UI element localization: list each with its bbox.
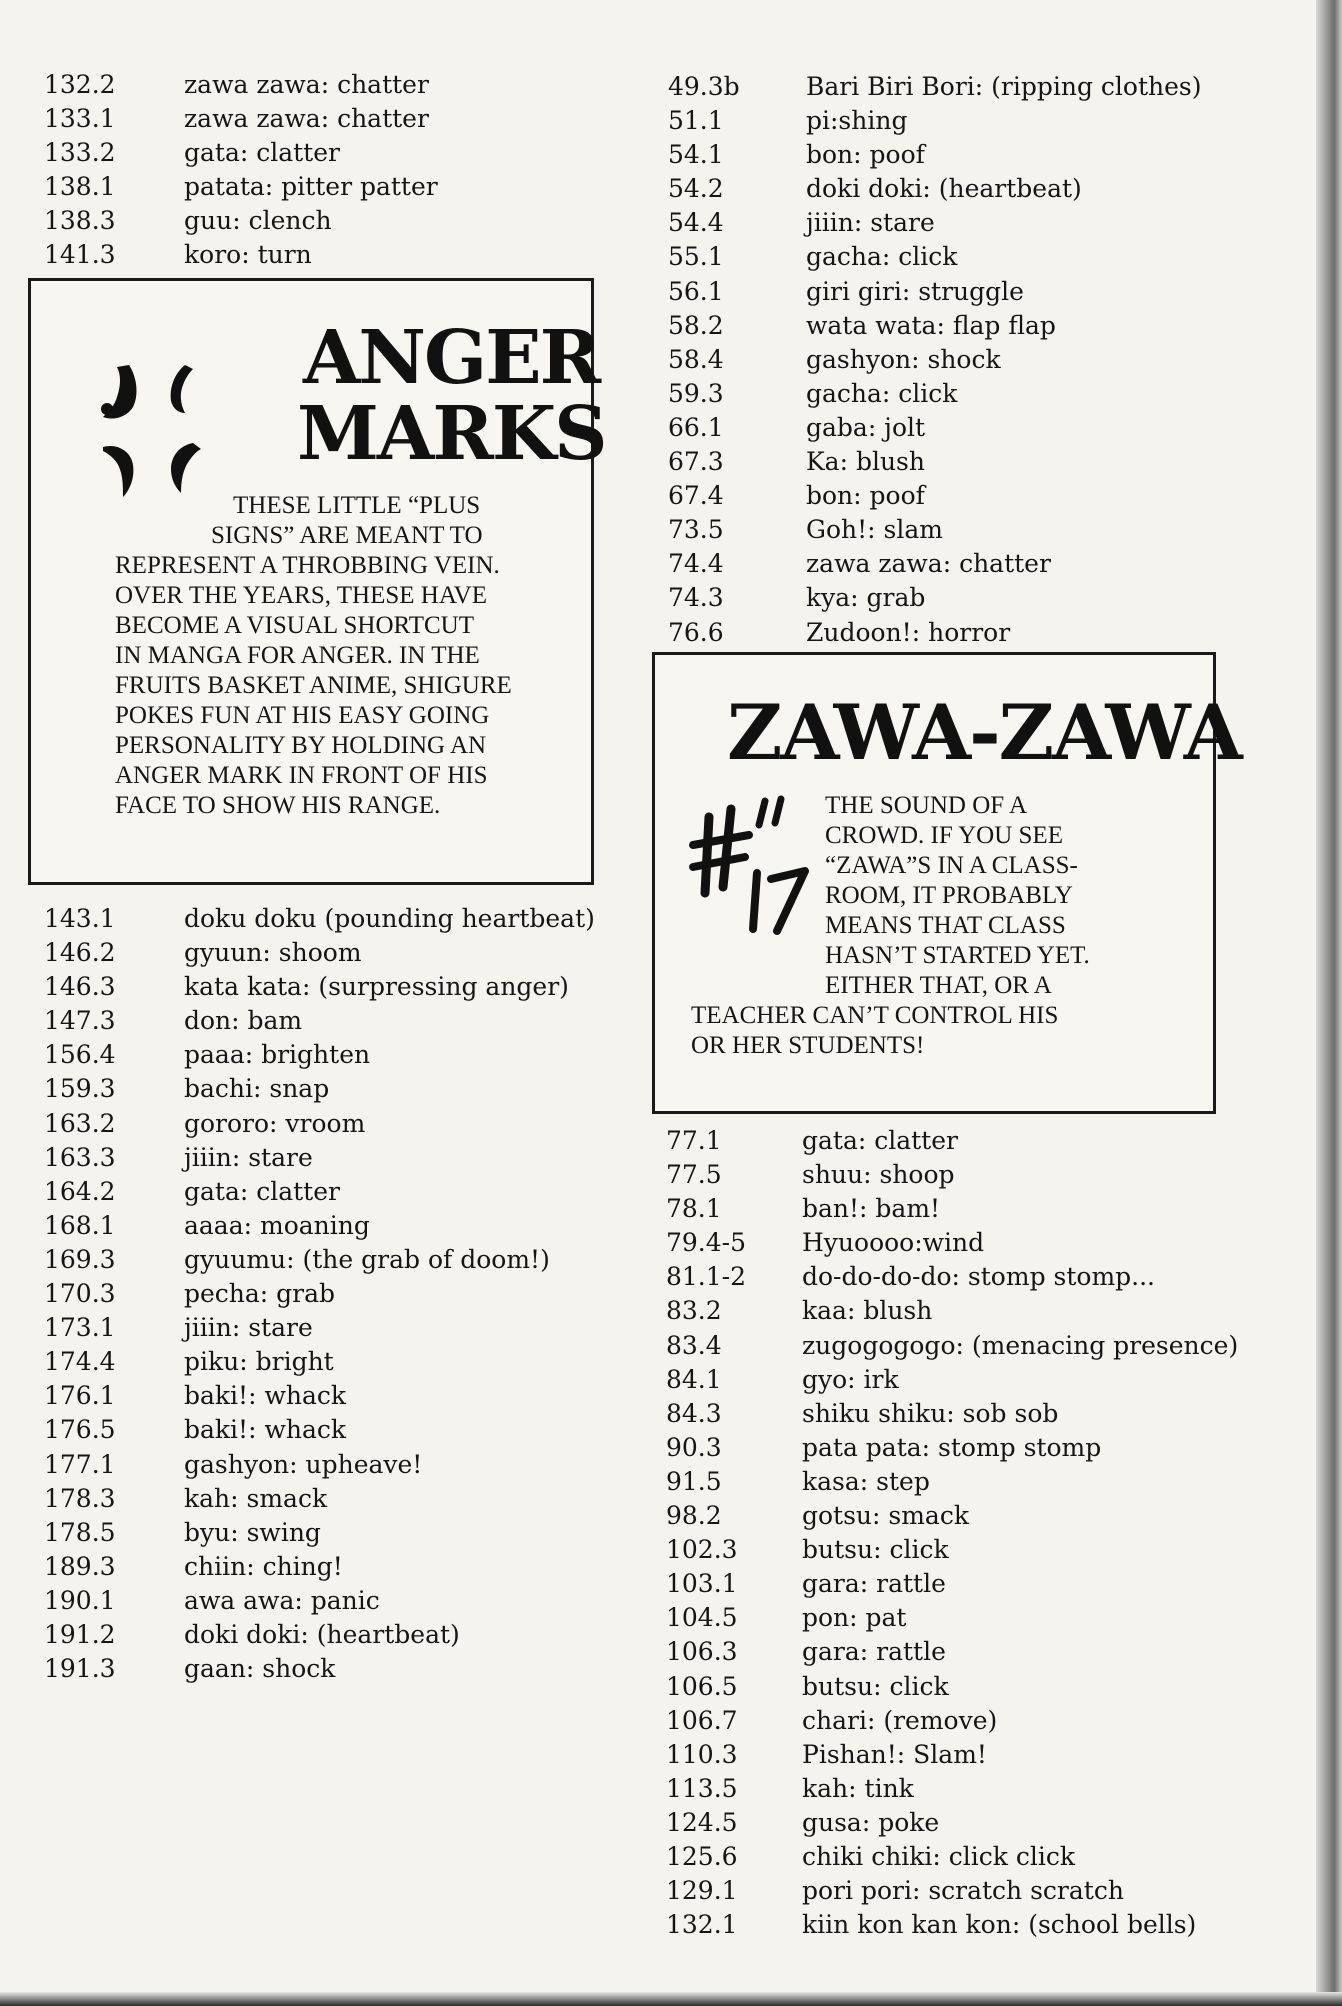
sfx-row [668,377,1202,411]
page-panel-number: 56.1 [668,276,724,306]
anger-mark-icon [93,347,213,507]
zawa-zawa-box [652,652,1241,1114]
sfx-translation: gaan: shock [184,1654,336,1684]
page-panel-number: 169.3 [44,1244,116,1274]
sfx-translation: butsu: click [802,1535,949,1565]
page-panel-number: 66.1 [668,412,724,442]
sfx-row [668,70,1202,104]
sfx-row [668,138,1202,172]
sfx-row [668,513,1202,547]
sfx-translation: gara: rattle [802,1569,946,1599]
sfx-row [668,104,1202,138]
page-panel-number: 132.1 [666,1910,738,1940]
sfx-row [44,1413,595,1447]
page-panel-number: 125.6 [666,1841,738,1871]
description-line: POKES FUN AT HIS EASY GOING [115,702,490,729]
sfx-row [666,1294,1238,1328]
page-panel-number: 163.3 [44,1142,116,1172]
sfx-row [44,1550,595,1584]
sfx-translation: chari: (remove) [802,1705,998,1735]
page-panel-number: 83.4 [666,1330,722,1360]
sfx-translation: gyo: irk [802,1364,899,1394]
sfx-translation: jiiin: stare [184,1313,313,1343]
sfx-translation: Ka: blush [806,447,925,477]
page-panel-number: 147.3 [44,1006,116,1036]
sfx-list-left-top [44,68,438,273]
sfx-translation: chiin: ching! [184,1551,343,1581]
page-panel-number: 141.3 [44,240,116,270]
sfx-translation: chiki chiki: click click [802,1841,1076,1871]
page-panel-number: 55.1 [668,242,724,272]
sfx-translation: pori pori: scratch scratch [802,1876,1124,1906]
sfx-translation: bon: poof [806,481,925,511]
sfx-row [44,1311,595,1345]
sfx-translation: zawa zawa: chatter [806,549,1051,579]
sfx-translation: bon: poof [806,140,925,170]
sfx-row [44,1482,595,1516]
sfx-translation: kya: grab [806,583,926,613]
sfx-row [44,204,438,238]
sfx-row [668,411,1202,445]
sfx-row [668,616,1202,650]
sfx-translation: shuu: shoop [802,1160,955,1190]
page-panel-number: 73.5 [668,515,724,545]
description-line: THE SOUND OF A [825,792,1028,819]
sfx-row [666,1363,1238,1397]
sfx-row [666,1192,1238,1226]
sfx-row [44,1516,595,1550]
sfx-translation: jiiin: stare [184,1142,313,1172]
page-panel-number: 138.3 [44,206,116,236]
sfx-row [44,1277,595,1311]
page-panel-number: 129.1 [666,1876,738,1906]
page-panel-number: 67.3 [668,447,724,477]
page-panel-number: 174.4 [44,1347,116,1377]
sfx-translation: don: bam [184,1006,303,1036]
sfx-row [666,1601,1238,1635]
sfx-translation: bachi: snap [184,1074,330,1104]
sfx-row [44,170,438,204]
sfx-row [44,102,438,136]
sfx-row [44,1107,595,1141]
sfx-translation: wata wata: flap flap [806,310,1056,340]
sfx-translation: gashyon: upheave! [184,1449,423,1479]
page-panel-number: 132.2 [44,70,116,99]
page-panel-number: 67.4 [668,481,724,511]
sfx-translation: kasa: step [802,1466,930,1496]
sfx-row [668,445,1202,479]
description-line: TEACHER CAN’T CONTROL HIS [691,1002,1059,1029]
sfx-row [44,1209,595,1243]
sfx-translation: gyuumu: (the grab of doom!) [184,1244,550,1274]
sfx-row [666,1567,1238,1601]
page-panel-number: 74.4 [668,549,724,579]
description-line: CROWD. IF YOU SEE [825,822,1063,849]
page-panel-number: 159.3 [44,1074,116,1104]
page-panel-number: 163.2 [44,1108,116,1138]
sfx-row [44,1584,595,1618]
sfx-row [44,1004,595,1038]
page-panel-number: 103.1 [666,1569,738,1599]
sfx-row [44,1618,595,1652]
page-panel-number: 51.1 [668,106,724,136]
sfx-translation: Zudoon!: horror [806,617,1011,647]
anger-box-title-line1: ANGER [303,315,600,401]
sfx-translation: aaaa: moaning [184,1210,370,1240]
page-panel-number: 59.3 [668,378,724,408]
page-panel-number: 146.3 [44,972,116,1002]
page-panel-number: 81.1-2 [666,1262,747,1292]
sfx-translation: gacha: click [806,378,958,408]
sfx-translation: kaa: blush [802,1296,933,1326]
page-panel-number: 106.5 [666,1671,738,1701]
sfx-list-left-bottom [44,902,595,1686]
sfx-row [668,343,1202,377]
sfx-row [44,1243,595,1277]
sfx-row [44,1448,595,1482]
sfx-translation: gacha: click [806,242,958,272]
sfx-row [666,1226,1238,1260]
description-line: BECOME A VISUAL SHORTCUT [115,612,474,639]
page-panel-number: 178.3 [44,1483,116,1513]
sfx-translation: kah: smack [184,1483,328,1513]
description-line: OR HER STUDENTS! [691,1032,925,1059]
sfx-translation: do-do-do-do: stomp stomp... [802,1262,1155,1292]
page-panel-number: 102.3 [666,1535,738,1565]
sfx-translation: gusa: poke [802,1807,940,1837]
sfx-translation: patata: pitter patter [184,172,438,202]
sfx-translation: baki!: whack [184,1415,347,1445]
sfx-translation: zawa zawa: chatter [184,70,429,99]
sfx-translation: pata pata: stomp stomp [802,1432,1102,1462]
sfx-row [666,1874,1238,1908]
description-line: FACE TO SHOW HIS RANGE. [115,792,441,819]
sfx-translation: byu: swing [184,1517,321,1547]
sfx-row [668,172,1202,206]
page-panel-number: 138.1 [44,172,116,202]
page-panel-number: 146.2 [44,938,116,968]
sfx-translation: gashyon: shock [806,344,1001,374]
description-line: “ZAWA”S IN A CLASS- [825,852,1078,879]
sfx-row [666,1260,1238,1294]
description-line: ANGER MARK IN FRONT OF HIS [115,762,488,789]
sfx-row [666,1670,1238,1704]
sfx-translation: gata: clatter [184,138,340,168]
sfx-translation: jiiin: stare [806,208,935,238]
page-panel-number: 170.3 [44,1279,116,1309]
sfx-translation: Goh!: slam [806,515,943,545]
description-line: EITHER THAT, OR A [825,972,1052,999]
sfx-row [44,902,595,936]
sfx-translation: doki doki: (heartbeat) [806,174,1082,204]
sfx-row [666,1499,1238,1533]
sfx-translation: zugogogogo: (menacing presence) [802,1330,1239,1360]
page-panel-number: 156.4 [44,1040,116,1070]
description-line: SIGNS” ARE MEANT TO [211,522,483,549]
sfx-row [666,1738,1238,1772]
page-panel-number: 54.1 [668,140,724,170]
sfx-translation: pon: pat [802,1603,907,1633]
zawa-box-description [691,791,1090,1061]
sfx-translation: guu: clench [184,206,332,236]
sfx-translation: Hyuoooo:wind [802,1228,985,1258]
sfx-translation: gotsu: smack [802,1501,969,1531]
page-panel-number: 191.2 [44,1619,116,1649]
sfx-translation: koro: turn [184,240,312,270]
sfx-row [44,136,438,170]
page-panel-number: 84.3 [666,1398,722,1428]
page-panel-number: 84.1 [666,1364,722,1394]
page-edge-shadow [1316,0,1342,2006]
page-panel-number: 164.2 [44,1176,116,1206]
sfx-translation: kiin kon kan kon: (school bells) [802,1910,1197,1940]
sfx-translation: gara: rattle [802,1637,946,1667]
page-panel-number: 176.5 [44,1415,116,1445]
sfx-translation: awa awa: panic [184,1585,380,1615]
sfx-translation: kata kata: (surpressing anger) [184,972,569,1002]
description-line: PERSONALITY BY HOLDING AN [115,732,487,759]
sfx-row [44,68,438,102]
description-line: IN MANGA FOR ANGER. IN THE [115,642,480,669]
sfx-row [44,1141,595,1175]
sfx-translation: gata: clatter [802,1126,958,1155]
description-line: FRUITS BASKET ANIME, SHIGURE [115,672,512,699]
description-line: ROOM, IT PROBABLY [825,882,1073,909]
page-panel-number: 133.1 [44,104,116,134]
page-panel-number: 90.3 [666,1432,722,1462]
sfx-row [44,1379,595,1413]
sfx-translation: gyuun: shoom [184,938,362,968]
sfx-row [668,275,1202,309]
page-panel-number: 178.5 [44,1517,116,1547]
page-panel-number: 54.2 [668,174,724,204]
sfx-translation: pi:shing [806,106,908,136]
page-panel-number: 113.5 [666,1773,738,1803]
sfx-row [666,1329,1238,1363]
sfx-row [666,1397,1238,1431]
sfx-translation: shiku shiku: sob sob [802,1398,1059,1428]
sfx-row [666,1704,1238,1738]
page-panel-number: 168.1 [44,1210,116,1240]
sfx-row [668,240,1202,274]
page-panel-number: 76.6 [668,617,724,647]
page-panel-number: 133.2 [44,138,116,168]
page-panel-number: 173.1 [44,1313,116,1343]
page-panel-number: 189.3 [44,1551,116,1581]
page-panel-number: 106.3 [666,1637,738,1667]
sfx-list-right-top [668,70,1202,650]
sfx-row [668,547,1202,581]
sfx-row [44,936,595,970]
sfx-translation: gata: clatter [184,1176,340,1206]
sfx-translation: zawa zawa: chatter [184,104,429,134]
sfx-row [666,1772,1238,1806]
page-panel-number: 79.4-5 [666,1228,747,1258]
sfx-translation: doku doku (pounding heartbeat) [184,904,595,933]
page-panel-number: 191.3 [44,1654,116,1684]
sfx-translation: giri giri: struggle [806,276,1024,306]
description-line: HASN’T STARTED YET. [825,942,1090,969]
sfx-translation: butsu: click [802,1671,949,1701]
sfx-list-right-bottom [666,1124,1238,1942]
page-panel-number: 54.4 [668,208,724,238]
sfx-row [668,581,1202,615]
page-panel-number: 98.2 [666,1501,722,1531]
sfx-translation: gaba: jolt [806,412,926,442]
page-panel-number: 104.5 [666,1603,738,1633]
sfx-row [44,1175,595,1209]
sfx-translation: paaa: brighten [184,1040,371,1070]
sfx-translation: pecha: grab [184,1279,336,1309]
page-panel-number: 190.1 [44,1585,116,1615]
page-panel-number: 58.2 [668,310,724,340]
sfx-row [666,1840,1238,1874]
sfx-row [668,206,1202,240]
description-line: MEANS THAT CLASS [825,912,1066,939]
page-panel-number: 143.1 [44,904,116,933]
page-panel-number: 49.3b [668,72,740,101]
sfx-row [666,1635,1238,1669]
page-bottom-edge [0,1992,1342,2006]
sfx-row [666,1124,1238,1158]
sfx-translation: ban!: bam! [802,1194,941,1224]
page-panel-number: 176.1 [44,1381,116,1411]
page-panel-number: 110.3 [666,1739,738,1769]
sfx-row [666,1465,1238,1499]
anger-marks-box [28,278,606,885]
sfx-translation: kah: tink [802,1773,914,1803]
sfx-translation: baki!: whack [184,1381,347,1411]
zawa-box-title: ZAWA-ZAWA [727,688,1241,777]
sfx-row [668,479,1202,513]
page-panel-number: 74.3 [668,583,724,613]
sfx-row [44,970,595,1004]
anger-box-title-line2: MARKS [297,391,606,477]
description-line: THESE LITTLE “PLUS [233,492,481,519]
page-panel-number: 77.5 [666,1160,722,1190]
description-line: OVER THE YEARS, THESE HAVE [115,582,488,609]
page-panel-number: 91.5 [666,1466,722,1496]
sfx-row [666,1431,1238,1465]
page-panel-number: 106.7 [666,1705,738,1735]
sfx-row [666,1908,1238,1942]
description-line: REPRESENT A THROBBING VEIN. [115,552,500,579]
page-panel-number: 77.1 [666,1126,722,1155]
anger-box-description [115,491,512,821]
sfx-row [666,1806,1238,1840]
sfx-translation: Pishan!: Slam! [802,1739,987,1769]
page-panel-number: 124.5 [666,1807,738,1837]
page-panel-number: 177.1 [44,1449,116,1479]
sfx-row [44,1345,595,1379]
sfx-translation: Bari Biri Bori: (ripping clothes) [806,72,1202,101]
sfx-row [44,238,438,272]
sfx-row [666,1158,1238,1192]
sfx-row [668,309,1202,343]
sfx-row [44,1072,595,1106]
page-panel-number: 58.4 [668,344,724,374]
sfx-row [44,1652,595,1686]
sfx-translation: piku: bright [184,1347,334,1377]
sfx-row [666,1533,1238,1567]
sfx-row [44,1038,595,1072]
sfx-translation: gororo: vroom [184,1108,366,1138]
page-panel-number: 83.2 [666,1296,722,1326]
sfx-translation: doki doki: (heartbeat) [184,1619,460,1649]
page-panel-number: 78.1 [666,1194,722,1224]
